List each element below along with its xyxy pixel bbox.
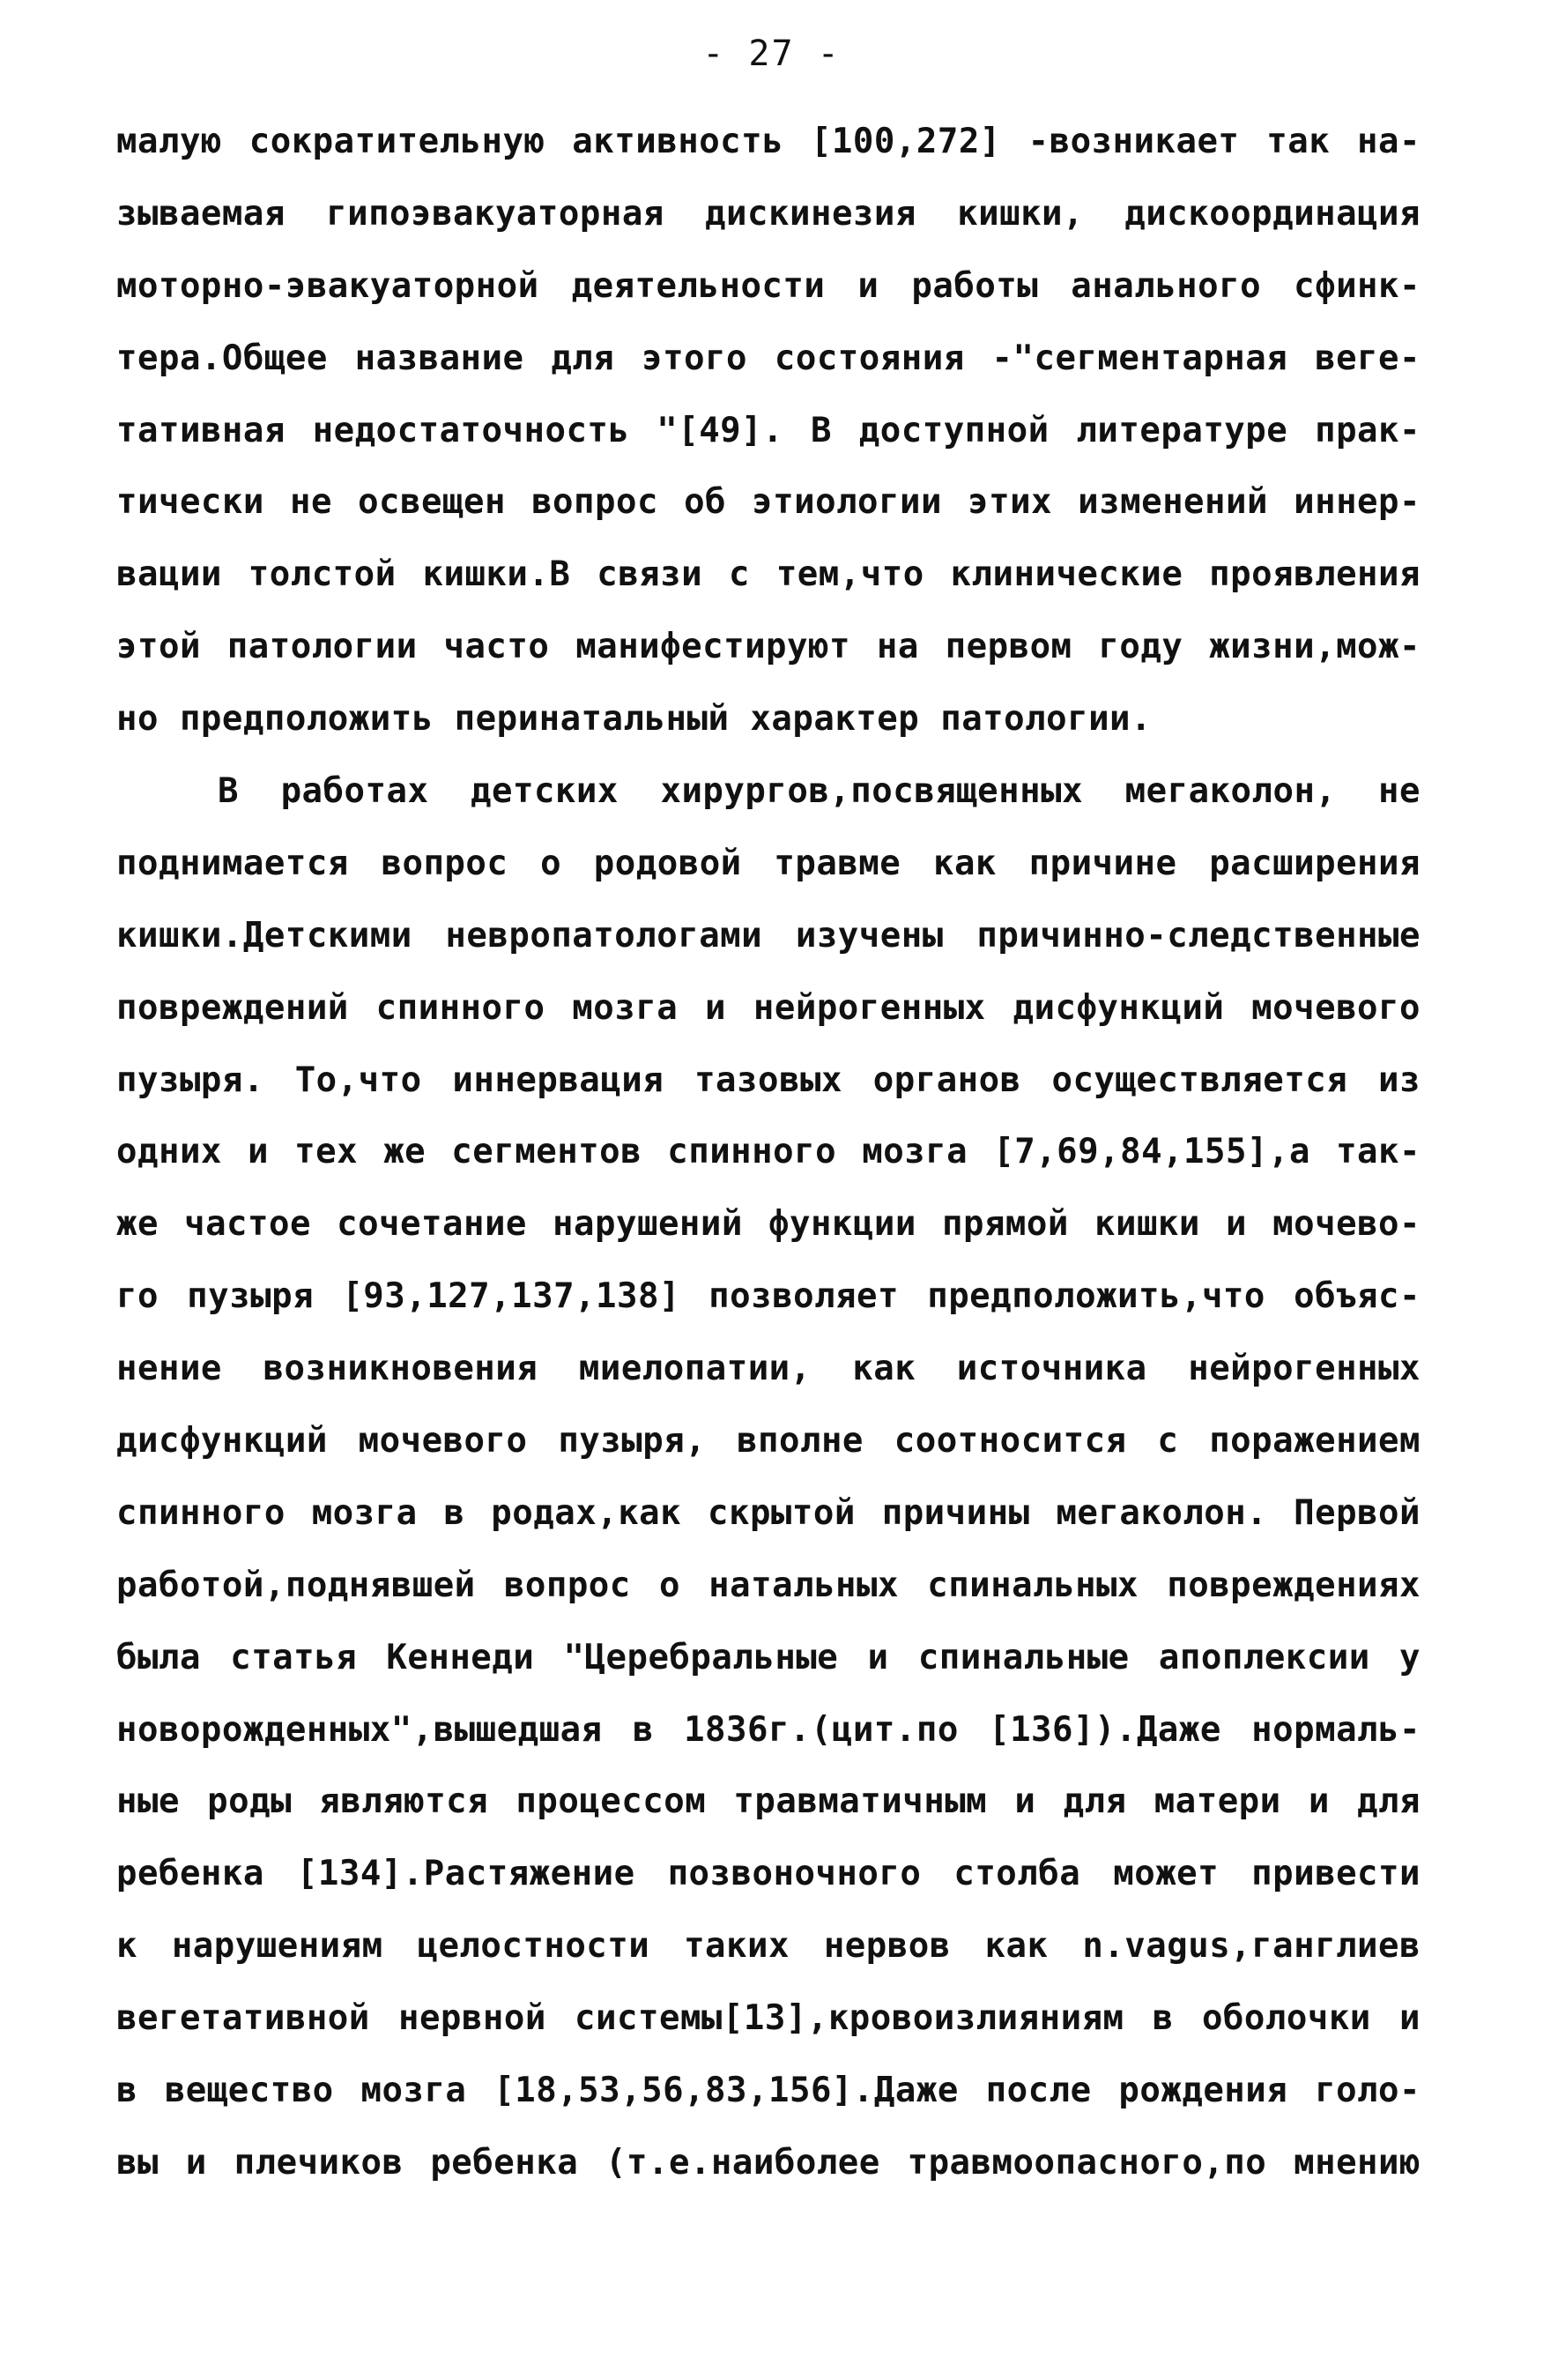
text-line: дисфункций мочевого пузыря, вполне соотносится с поражением [116, 1421, 1421, 1461]
text-line: тически не освещен вопрос об этиологии этих изменений иннер- [116, 482, 1421, 523]
text-line: пузыря. То,что иннервация тазовых органов осуществляется из [116, 1060, 1421, 1100]
text-line: моторно-эвакуаторной деятельности и работы анального сфинк- [116, 265, 1421, 306]
text-line: тативная недостаточность "[49]. В доступной литературе прак- [116, 410, 1421, 450]
text-line: го пузыря [93,127,137,138] позволяет предположить,что объяс- [116, 1276, 1421, 1317]
text-line: была статья Кеннеди "Церебральные и спинальные апоплексии у [116, 1637, 1421, 1677]
paragraph-start-line: В работах детских хирургов,посвященных мегаколон, не [218, 771, 1421, 812]
text-line: спинного мозга в родах,как скрытой причины мегаколон. Первой [116, 1492, 1421, 1533]
text-line: этой патологии часто манифестируют на первом году жизни,мож- [116, 627, 1421, 667]
text-line: но предположить перинатальный характер патологии. [116, 699, 1153, 740]
text-line: же частое сочетание нарушений функции прямой кишки и мочево- [116, 1204, 1421, 1245]
text-line: зываемая гипоэвакуаторная дискинезия кишки, дискоординация [116, 193, 1421, 234]
page-number: - 27 - [702, 33, 841, 74]
text-line: вации толстой кишки.В связи с тем,что клинические проявления [116, 554, 1421, 595]
text-line: ребенка [134].Растяжение позвоночного столба может привести [116, 1854, 1421, 1894]
text-line: новорожденных",вышедшая в 1836г.(цит.по [136]).Даже нормаль- [116, 1709, 1421, 1750]
text-line: одних и тех же сегментов спинного мозга [7,69,84,155],а так- [116, 1132, 1421, 1172]
text-line: в вещество мозга [18,53,56,83,156].Даже после рождения голо- [116, 2071, 1421, 2111]
text-line: работой,поднявшей вопрос о натальных спинальных повреждениях [116, 1565, 1421, 1605]
text-line: вегетативной нервной системы[13],кровоизлияниям в оболочки и [116, 1998, 1421, 2039]
text-line: повреждений спинного мозга и нейрогенных дисфункций мочевого [116, 987, 1421, 1028]
text-line: ные роды являются процессом травматичным и для матери и для [116, 1781, 1421, 1822]
text-line: поднимается вопрос о родовой травме как причине расширения [116, 843, 1421, 883]
text-line: вы и плечиков ребенка (т.е.наиболее травмоопасного,по мнению [116, 2142, 1421, 2183]
text-line: малую сократительную активность [100,272] -возникает так на- [116, 122, 1421, 161]
text-line: к нарушениям целостности таких нервов как n.vagus,ганглиев [116, 1926, 1421, 1967]
body-text [116, 106, 1421, 2199]
text-line: нение возникновения миелопатии, как источника нейрогенных [116, 1349, 1421, 1389]
text-line: тера.Общее название для этого состояния -"сегментарная веге- [116, 338, 1421, 378]
text-line: кишки.Детскими невропатологами изучены причинно-следственные [116, 915, 1421, 956]
